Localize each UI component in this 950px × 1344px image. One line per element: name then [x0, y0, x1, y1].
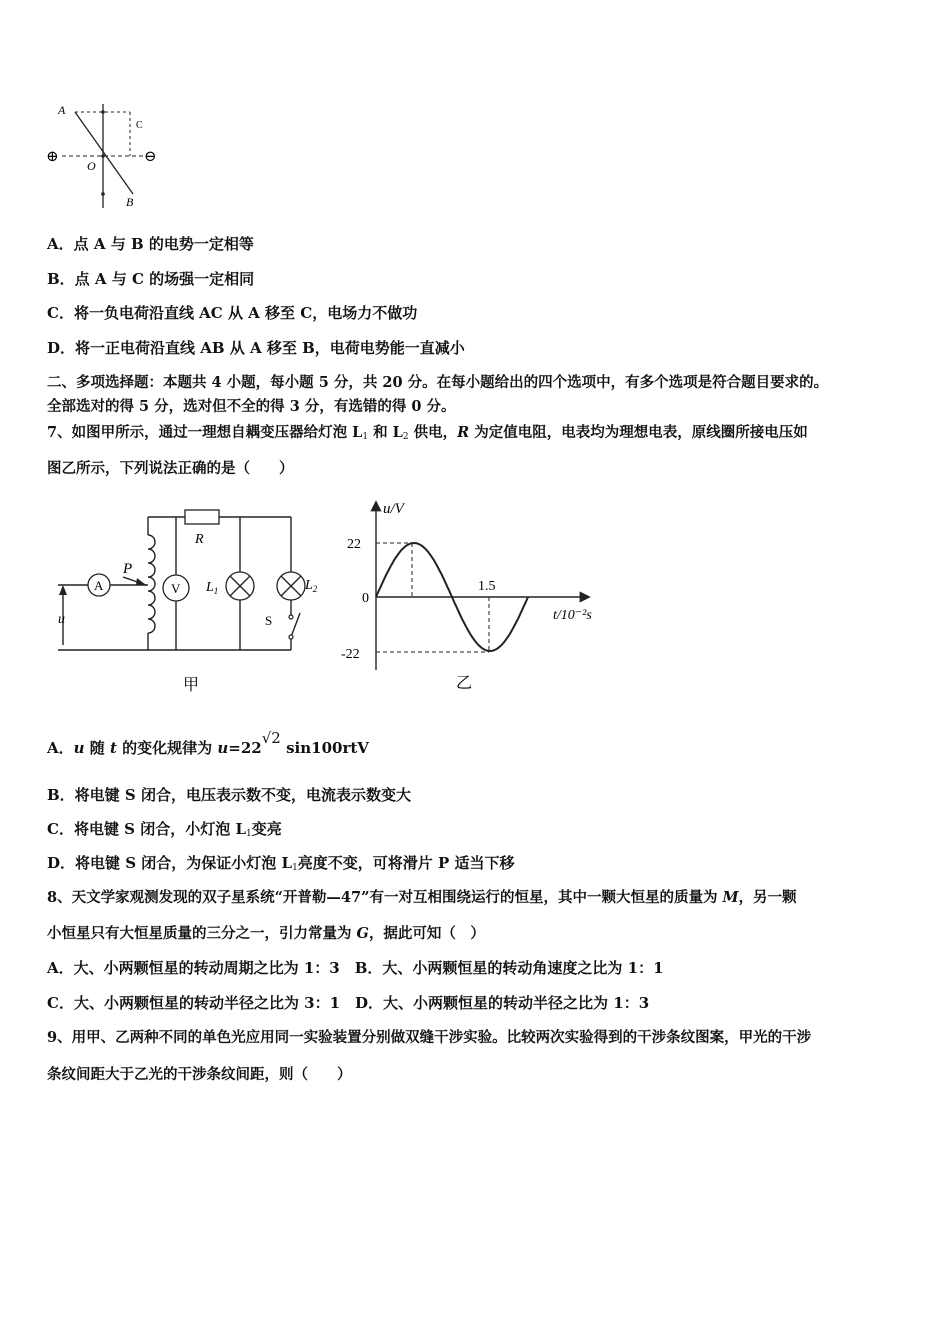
section2-line2: 全部选对的得 5 分，选对但不全的得 3 分，有选错的得 0 分。 — [47, 398, 456, 415]
q7-option-d — [47, 853, 515, 878]
q7-stem-part4: 为定值电阻，电表均为理想电表，原线圈所接电压如 — [469, 424, 808, 441]
q6-option-b: B．点 A 与 C 的场强一定相同 — [47, 270, 255, 288]
q7-option-d-part2: 亮度不变，可将滑片 P 适当下移 — [297, 854, 515, 872]
q8-stem-line2 — [47, 924, 485, 944]
y-tick-neg22: -22 — [341, 647, 360, 662]
q9-stem-line2: 条纹间距大于乙光的干涉条纹间距，则（ ） — [47, 1066, 352, 1083]
resistor-R-label: R — [195, 532, 204, 547]
q8-G: G — [356, 925, 369, 942]
y-axis-label: u/V — [383, 501, 404, 517]
q7-option-c — [47, 819, 282, 844]
q7-option-a-tail: sin100rtV — [280, 739, 369, 757]
q8-M: M — [722, 889, 739, 906]
circuit-diagram — [48, 505, 333, 695]
graph-caption: 乙 — [456, 675, 473, 692]
q7-sub2: 2 — [402, 432, 409, 442]
q8-options-cd: C．大、小两颗恒星的转动半径之比为 3：1 D．大、小两颗恒星的转动半径之比为 1：3 — [47, 994, 650, 1012]
slider-P-label: P — [123, 561, 133, 577]
q7-option-a-eq: =22 — [228, 739, 262, 757]
line-AB — [75, 112, 133, 194]
negative-charge-icon: ⊖ — [144, 149, 157, 165]
ammeter-label: A — [94, 578, 104, 593]
q7-stem-part1: 7、如图甲所示，通过一理想自耦变压器给灯泡 L — [47, 424, 363, 441]
q7-option-b: B．将电键 S 闭合，电压表示数不变，电流表示数变大 — [47, 786, 411, 804]
transformer-coil — [148, 535, 155, 633]
lamp-L1-icon — [226, 572, 254, 600]
y-tick-22: 22 — [347, 537, 361, 552]
q7-sub1: 1 — [362, 432, 369, 442]
label-B: B — [126, 195, 134, 209]
label-A: A — [58, 103, 66, 117]
q8-stem-line1 — [47, 888, 797, 908]
voltage-graph — [338, 495, 618, 695]
q7-R: R — [457, 424, 470, 441]
q8-options-ab: A．大、小两颗恒星的转动周期之比为 1：3 B．大、小两颗恒星的转动角速度之比为 1：1 — [47, 959, 664, 977]
label-C: C — [136, 120, 143, 131]
point-bottom — [101, 192, 105, 196]
section2-line1: 二、多项选择题：本题共 4 小题，每小题 5 分，共 20 分。在每小题给出的四个选项中，有多个选项是符合题目要求的。 — [47, 374, 829, 391]
q6-option-c: C．将一负电荷沿直线 AC 从 A 移至 C，电场力不做功 — [47, 304, 418, 322]
q8-line1-part1: 8、天文学家观测发现的双子星系统“开普勒—47”有一对互相围绕运行的恒星，其中一颗大恒星的质量为 — [47, 889, 723, 906]
q7-stem-part2: 和 L — [368, 424, 403, 441]
q7-stem-line2: 图乙所示，下列说法正确的是（ ） — [47, 460, 294, 477]
q7-option-a-mid2: 的变化规律为 — [116, 739, 218, 757]
q7-option-c-part2: 变亮 — [251, 820, 282, 838]
x-axis-label: t/10⁻²s — [553, 608, 592, 623]
q8-line2-part2: ，据此可知（ ） — [368, 925, 485, 942]
x-tick-1-5: 1.5 — [478, 579, 496, 594]
q7-option-d-sub: 1 — [292, 863, 298, 873]
q7-option-c-sub: 1 — [246, 829, 252, 839]
lamp-L1-label: $L_1$ — [206, 580, 219, 596]
q8-line2-part1: 小恒星只有大恒星质量的三分之一，引力常量为 — [47, 925, 357, 942]
voltmeter-label: V — [171, 581, 181, 596]
lamp-L2-icon — [277, 572, 305, 600]
q7-option-a — [47, 729, 369, 758]
point-top — [101, 110, 105, 114]
switch-S-label: S — [265, 613, 273, 628]
point-mid — [101, 154, 105, 158]
circuit-caption: 甲 — [183, 677, 200, 694]
q7-option-c-part1: C．将电键 S 闭合，小灯泡 L — [47, 820, 246, 838]
q7-option-d-part1: D．将电键 S 闭合，为保证小灯泡 L — [47, 854, 293, 872]
resistor-R — [185, 510, 219, 524]
voltage-u-label: u — [58, 612, 65, 627]
sqrt-2: √2 — [261, 729, 281, 747]
q8-line1-part2: ，另一颗 — [738, 889, 797, 906]
q7-option-a-t: t — [110, 739, 117, 757]
q6-option-d: D．将一正电荷沿直线 AB 从 A 移至 B，电荷电势能一直减小 — [47, 339, 465, 357]
y-tick-0: 0 — [362, 591, 369, 606]
q7-option-a-mid: 随 — [84, 739, 110, 757]
q7-option-a-u: u — [73, 739, 85, 757]
q7-stem-line1 — [47, 423, 808, 447]
q9-stem-line1: 9、用甲、乙两种不同的单色光应用同一实验装置分别做双缝干涉实验。比较两次实验得到的干涉条纹图案，甲光的干涉 — [47, 1029, 812, 1046]
q7-option-a-u2: u — [217, 739, 229, 757]
label-O: O — [87, 159, 96, 173]
positive-charge-icon: ⊕ — [46, 149, 59, 165]
q6-option-a: A．点 A 与 B 的电势一定相等 — [47, 235, 254, 253]
field-diagram — [40, 98, 170, 216]
lamp-L2-label: $L_2$ — [305, 578, 318, 594]
q7-option-a-prefix: A． — [47, 739, 74, 757]
q7-stem-part3: 供电， — [408, 424, 458, 441]
